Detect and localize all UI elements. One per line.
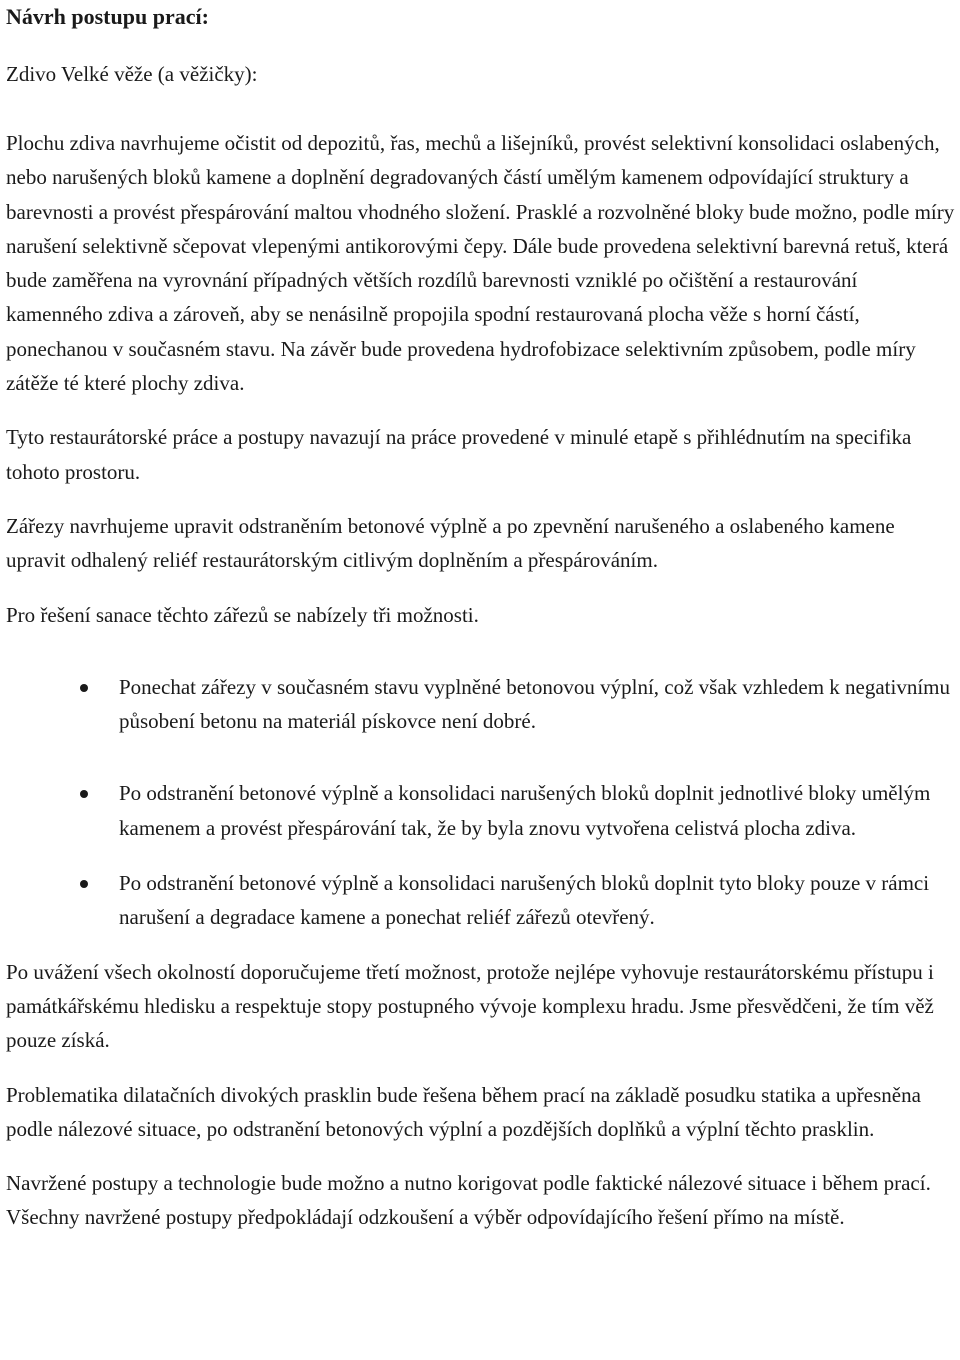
paragraph-recommendation: Po uvážení všech okolností doporučujeme třetí možnost, protože nejlépe vyhovuje restaurátorskému přístupu i památkářskému hledisku a respektuje stopy postupného vývoje komplexu hradu. Jsme přesvědčeni, že tím věž pouze získá. <box>6 959 934 1053</box>
list-item <box>6 866 956 935</box>
bullet-icon <box>80 880 88 888</box>
list-item <box>6 776 956 845</box>
option-text: Ponechat zářezy v současném stavu vyplněné betonovou výplní, což však vzhledem k negativnímu působení betonu na materiál pískovce není dobré. <box>119 674 951 734</box>
paragraph-cleaning: Plochu zdiva navrhujeme očistit od depozitů, řas, mechů a lišejníků, provést selektivní konsolidaci oslabených, nebo narušených bloků kamene a doplnění degradovaných částí umělým kamenem odpovídající struktury a barevnosti a provést přespárování maltou vhodného složení. Prasklé a rozvolněné bloky bude možno, podle míry narušení selektivně sčepovat vlepenými antikorovými čepy. Dále bude provedena selektivní barevná retuš, která bude zaměřena na vyrovnání případných větších rozdílů barevnosti vzniklé po očištění a restaurování kamenného zdiva a zároveň, aby se nenásilně propojila spodní restaurovaná plocha věže s horní částí, ponechanou v současném stavu. Na závěr bude provedena hydrofobizace selektivním způsobem, podle míry zátěže té které plochy zdiva. <box>6 131 955 396</box>
page-title: Návrh postupu prací: <box>6 4 209 29</box>
option-text: Po odstranění betonové výplně a konsolidaci narušených bloků doplnit tyto bloky pouze v rámci narušení a degradace kamene a ponechat reliéf zářezů otevřený. <box>119 871 930 930</box>
bullet-icon <box>80 684 88 692</box>
paragraph-notches: Zářezy navrhujeme upravit odstraněním betonové výplně a po zpevnění narušeného a oslabeného kamene upravit odhalený reliéf restaurátorským citlivým doplněním a přespárováním. <box>6 513 895 573</box>
paragraph-adjustments: Navržené postupy a technologie bude možno a nutno korigovat podle faktické nálezové situace i během prací. Všechny navržené postupy předpokládají odzkoušení a výběr odpovídajícího řešení přímo na místě. <box>6 1171 931 1230</box>
options-list <box>6 670 956 935</box>
paragraph-continuation: Tyto restaurátorské práce a postupy navazují na práce provedené v minulé etapě s přihlédnutím na specifika tohoto prostoru. <box>6 425 912 484</box>
option-text: Po odstranění betonové výplně a konsolidaci narušených bloků doplnit jednotlivé bloky umělým kamenem a provést přespárování tak, že by byla znovu vytvořena celistvá plocha zdiva. <box>119 781 931 840</box>
section-subtitle: Zdivo Velké věže (a věžičky): <box>6 62 258 86</box>
list-item <box>6 670 956 739</box>
paragraph-options-intro: Pro řešení sanace těchto zářezů se nabízely tři možnosti. <box>6 602 479 627</box>
paragraph-cracks: Problematika dilatačních divokých prasklin bude řešena během prací na základě posudku statika a upřesněna podle nálezové situace, po odstranění betonových výplní a pozdějších doplňků a výplní těchto prasklin. <box>6 1082 921 1141</box>
document-page <box>6 0 956 1235</box>
bullet-icon <box>80 790 88 798</box>
